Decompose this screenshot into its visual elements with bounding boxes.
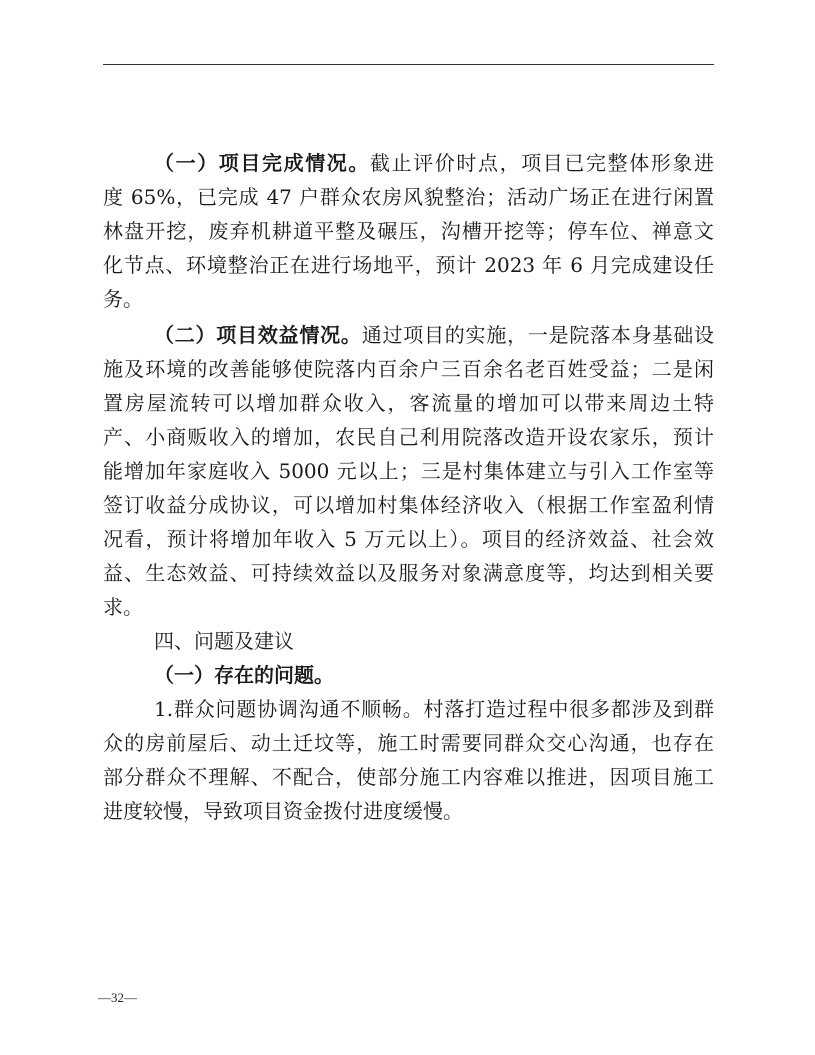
page-number: —32— — [98, 990, 137, 1005]
section-heading: （二）项目效益情况。 — [154, 323, 362, 347]
paragraph-line: 务。 — [103, 287, 143, 311]
paragraph-line: （一）项目完成情况。截止评价时点，项目已完整体形象进 — [154, 151, 714, 175]
paragraph-benefit — [103, 318, 714, 624]
paragraph-line: （二）项目效益情况。通过项目的实施，一是院落本身基础设 — [154, 323, 715, 347]
document-body — [103, 146, 714, 828]
paragraph-line: 益、生态效益、可持续效益以及服务对象满意度等，均达到相关要 — [103, 561, 714, 585]
section-heading: （一）项目完成情况。 — [154, 151, 370, 175]
paragraph-line: 置房屋流转可以增加群众收入，客流量的增加可以带来周边土特 — [103, 391, 714, 415]
paragraph-line: 众的房前屋后、动土迁坟等，施工时需要同群众交心沟通，也存在 — [103, 731, 714, 755]
paragraph-line: 签订收益分成协议，可以增加村集体经济收入（根据工作室盈利情 — [103, 493, 714, 517]
paragraph-line: 林盘开挖，废弃机耕道平整及碾压，沟槽开挖等；停车位、禅意文 — [103, 219, 714, 243]
paragraph-line: 部分群众不理解、不配合，使部分施工内容难以推进，因项目施工 — [103, 765, 714, 789]
paragraph-line: 能增加年家庭收入 5000 元以上；三是村集体建立与引入工作室等 — [103, 459, 714, 483]
paragraph-line: 1.群众问题协调沟通不顺畅。村落打造过程中很多都涉及到群 — [154, 697, 714, 721]
paragraph-line: 求。 — [103, 595, 143, 619]
header-rule — [103, 64, 714, 65]
paragraph-line: 化节点、环境整治正在进行场地平，预计 2023 年 6 月完成建设任 — [103, 253, 714, 277]
chapter-heading: 四、问题及建议 — [154, 629, 294, 653]
paragraph-line: 进度较慢，导致项目资金拨付进度缓慢。 — [103, 799, 463, 823]
paragraph-line: 况看，预计将增加年收入 5 万元以上）。项目的经济效益、社会效 — [103, 527, 714, 551]
paragraph-line: 施及环境的改善能够使院落内百余户三百余名老百姓受益；二是闲 — [103, 357, 714, 381]
paragraph-completion — [103, 146, 714, 316]
sub-heading: （一）存在的问题。 — [154, 663, 334, 687]
paragraph-line: 产、小商贩收入的增加，农民自己利用院落改造开设农家乐，预计 — [103, 425, 714, 449]
paragraph-problem — [103, 692, 714, 828]
paragraph-line: 度 65%，已完成 47 户群众农房风貌整治；活动广场正在进行闲置 — [103, 185, 714, 209]
